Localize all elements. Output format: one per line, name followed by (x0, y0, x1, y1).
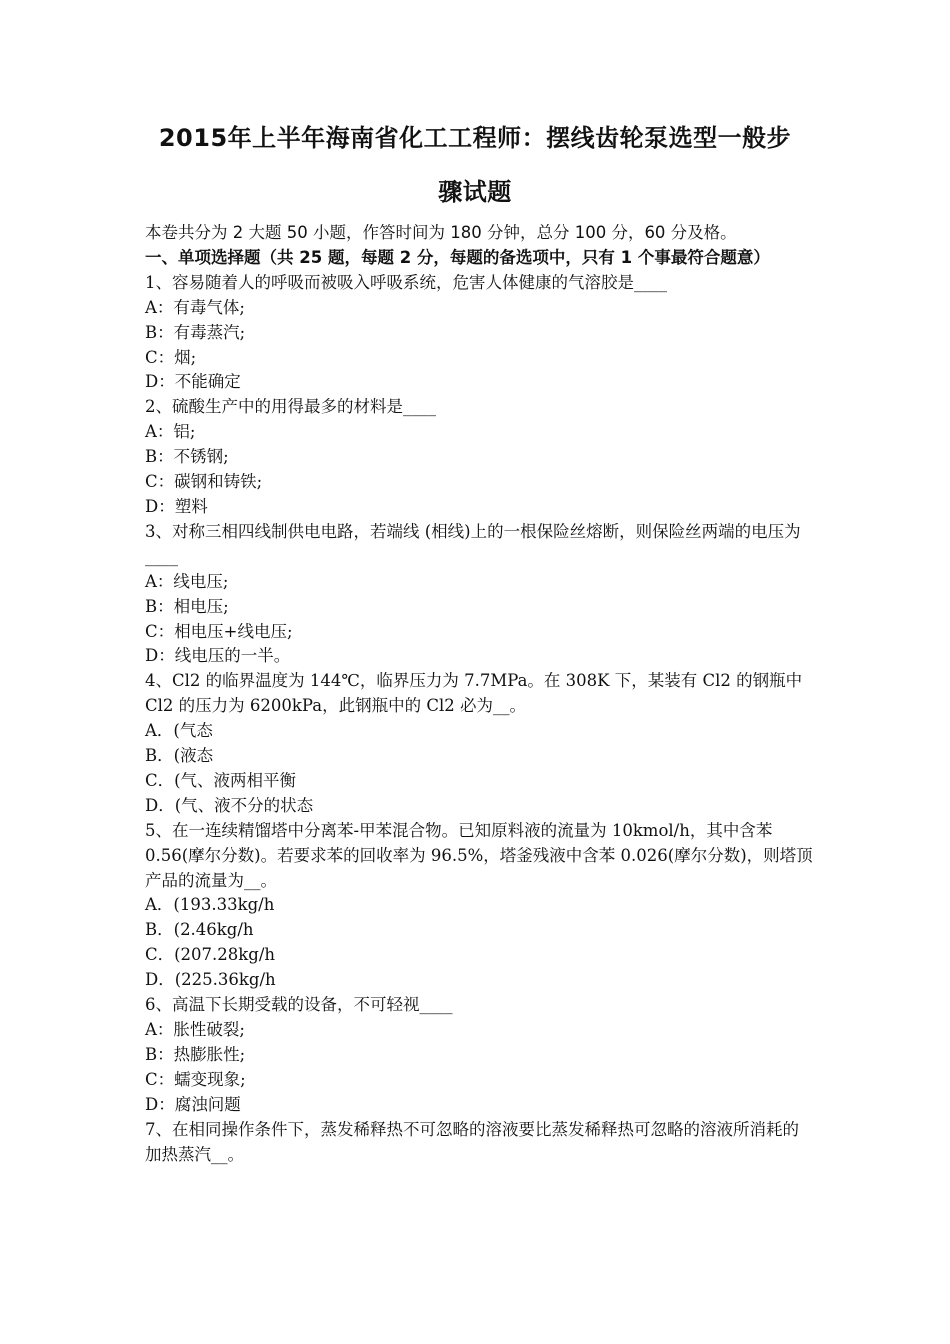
option-b: B：不锈钢; (145, 447, 229, 467)
option-d: D：腐浊问题 (145, 1094, 241, 1114)
option-d: D：不能确定 (145, 372, 241, 392)
question-5 (145, 819, 815, 993)
option-d: D：线电压的一半。 (145, 646, 291, 666)
option-b: B：相电压; (145, 596, 229, 616)
exam-intro: 本卷共分为 2 大题 50 小题，作答时间为 180 分钟，总分 100 分，60 分及格。 (145, 223, 737, 242)
question-text: 1、容易随着人的呼吸而被吸入呼吸系统，危害人体健康的气溶胶是____ (145, 272, 667, 292)
question-1 (145, 271, 815, 396)
option-d: D．(气、液不分的状态 (145, 795, 314, 815)
option-d: D．(225.36kg/h (145, 970, 276, 990)
option-c: C：碳钢和铸铁; (145, 472, 263, 492)
option-d: D：塑料 (145, 496, 208, 516)
question-6 (145, 993, 815, 1118)
section-heading: 一、单项选择题（共 25 题，每题 2 分，每题的备选项中，只有 1 个事最符合题意） (145, 247, 770, 267)
question-text: 7、在相同操作条件下，蒸发稀释热不可忽略的溶液要比蒸发稀释热可忽略的溶液所消耗的加热蒸汽__。 (145, 1119, 799, 1164)
option-a: A：有毒气体; (145, 297, 245, 317)
question-4 (145, 669, 815, 818)
question-7 (145, 1118, 815, 1168)
option-c: C：相电压+线电压; (145, 621, 293, 641)
question-2 (145, 395, 815, 520)
option-a: A：铝; (145, 422, 196, 442)
question-text: 3、对称三相四线制供电电路，若端线 (相线)上的一根保险丝熔断，则保险丝两端的电压为____ (145, 521, 801, 566)
option-c: C．(气、液两相平衡 (145, 770, 297, 790)
question-text: 5、在一连续精馏塔中分离苯-甲苯混合物。已知原料液的流量为 10kmol/h，其中含苯 0.56(摩尔分数)。若要求苯的回收率为 96.5%，塔釜残液中含苯 0.026(摩尔分数)，则塔顶产品的流量为__。 (145, 820, 813, 890)
option-b: B：有毒蒸汽; (145, 322, 246, 342)
question-text: 4、Cl2 的临界温度为 144℃，临界压力为 7.7MPa。在 308K 下，某装有 Cl2 的钢瓶中 Cl2 的压力为 6200kPa，此钢瓶中的 Cl2 必为__。 (145, 671, 803, 716)
option-a: A：胀性破裂; (145, 1020, 245, 1039)
option-c: C：烟; (145, 347, 197, 367)
doc-title-line2: 骤试题 (438, 178, 512, 206)
option-b: B：热膨胀性; (145, 1044, 246, 1064)
doc-title-line1: 2015年上半年海南省化工工程师：摆线齿轮泵选型一般步 (158, 124, 792, 152)
option-a: A．(气态 (145, 721, 213, 741)
question-text: 2、硫酸生产中的用得最多的材料是____ (145, 397, 436, 417)
option-a: A：线电压; (145, 571, 229, 591)
option-b: B．(液态 (145, 746, 214, 766)
doc-body (145, 221, 815, 1167)
question-text: 6、高温下长期受载的设备，不可轻视____ (145, 995, 453, 1015)
option-a: A．(193.33kg/h (145, 895, 275, 915)
option-c: C：蠕变现象; (145, 1069, 246, 1089)
option-c: C．(207.28kg/h (145, 945, 276, 965)
option-b: B．(2.46kg/h (145, 920, 254, 940)
question-3 (145, 520, 815, 669)
